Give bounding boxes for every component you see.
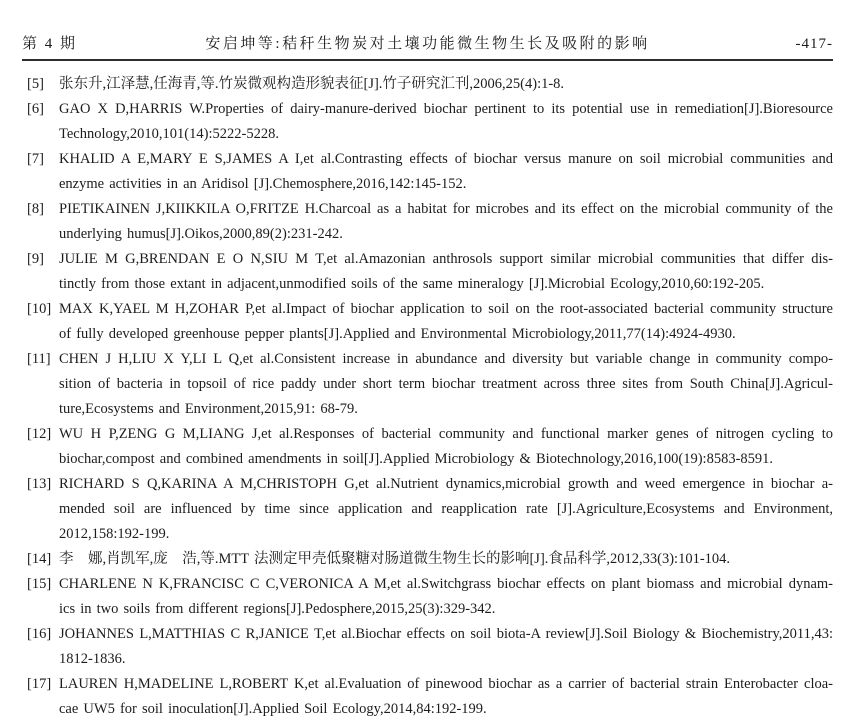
reference-line: 1812-1836. [59, 651, 126, 667]
reference-line: mended soil are influenced by time since application and reapplication rate [J].Agriculture,Ecosystems and Environment, [59, 501, 833, 517]
reference-line: 李 娜,肖凯军,庞 浩,等.MTT 法测定甲壳低聚糖对肠道微生物生长的影响[J].食品科学,2012,33(3):101-104. [59, 551, 731, 567]
reference-line: 2012,158:192-199. [59, 526, 170, 542]
reference-item [22, 672, 833, 722]
reference-line: 张东升,江泽慧,任海青,等.竹炭微观构造形貌表征[J].竹子研究汇刊,2006,25(4):1-8. [59, 76, 565, 92]
reference-line: PIETIKAINEN J,KIIKKILA O,FRITZE H.Charcoal as a habitat for microbes and its effect on the microbial community of the [59, 201, 833, 217]
reference-number: [17] [27, 676, 52, 692]
reference-text [59, 572, 833, 622]
reference-line: ture,Ecosystems and Environment,2015,91: 68-79. [59, 401, 358, 417]
reference-text [59, 147, 833, 197]
reference-text [59, 672, 833, 722]
reference-line: enzyme activities in an Aridisol [J].Chemosphere,2016,142:145-152. [59, 176, 467, 192]
reference-line: RICHARD S Q,KARINA A M,CHRISTOPH G,et al.Nutrient dynamics,microbial growth and weed emergence in biochar a- [59, 476, 833, 492]
reference-text [59, 72, 833, 97]
reference-text [59, 97, 833, 147]
reference-item [22, 197, 833, 247]
reference-number: [15] [27, 576, 52, 592]
reference-item [22, 622, 833, 672]
reference-text [59, 622, 833, 672]
reference-line: sition of bacteria in topsoil of rice paddy under short term biochar treatment across three sites from South China[J].Agricul- [59, 376, 833, 392]
reference-number: [16] [27, 626, 52, 642]
reference-item [22, 422, 833, 472]
reference-number: [14] [27, 551, 52, 567]
running-head [22, 0, 833, 53]
reference-text [59, 347, 833, 422]
header-rule [22, 59, 833, 61]
reference-number: [12] [27, 426, 52, 442]
reference-line: CHEN J H,LIU X Y,LI L Q,et al.Consistent increase in abundance and diversity but variable change in community compo- [59, 351, 833, 367]
references-list [22, 72, 833, 722]
reference-line: tinctly from those extant in adjacent,unmodified soils of the same mineralogy [J].Microbial Ecology,2010,60:192-205. [59, 276, 765, 292]
reference-line: biochar,compost and combined amendments in soil[J].Applied Microbiology & Biotechnology,2016,100(19):8583-8591. [59, 451, 774, 467]
reference-text [59, 422, 833, 472]
reference-number: [6] [27, 101, 44, 117]
reference-line: GAO X D,HARRIS W.Properties of dairy-manure-derived biochar pertinent to its potential use in remediation[J].Bioresource [59, 101, 833, 117]
reference-number: [7] [27, 151, 44, 167]
reference-item [22, 547, 833, 572]
page-number: -417- [795, 36, 833, 52]
reference-line: KHALID A E,MARY E S,JAMES A I,et al.Contrasting effects of biochar versus manure on soil microbial communities and [59, 151, 833, 167]
reference-line: underlying humus[J].Oikos,2000,89(2):231-242. [59, 226, 343, 242]
reference-text [59, 197, 833, 247]
reference-line: of fully developed greenhouse pepper plants[J].Applied and Environmental Microbiology,2011,77(14):4924-4930. [59, 326, 736, 342]
reference-line: ics in two soils from different regions[J].Pedosphere,2015,25(3):329-342. [59, 601, 496, 617]
issue-label: 第 4 期 [22, 36, 78, 52]
reference-item [22, 347, 833, 422]
reference-line: Technology,2010,101(14):5222-5228. [59, 126, 279, 142]
reference-line: JOHANNES L,MATTHIAS C R,JANICE T,et al.Biochar effects on soil biota-A review[J].Soil Biology & Biochemistry,2011,43: [59, 626, 833, 642]
reference-item [22, 72, 833, 97]
reference-text [59, 547, 833, 572]
reference-item [22, 247, 833, 297]
reference-text [59, 247, 833, 297]
reference-line: cae UW5 for soil inoculation[J].Applied Soil Ecology,2014,84:192-199. [59, 701, 487, 717]
reference-line: WU H P,ZENG G M,LIANG J,et al.Responses of bacterial community and functional marker genes of nitrogen cycling to [59, 426, 833, 442]
reference-text [59, 297, 833, 347]
running-title: 安启坤等:秸秆生物炭对土壤功能微生物生长及吸附的影响 [205, 36, 650, 52]
reference-item [22, 297, 833, 347]
reference-item [22, 472, 833, 547]
reference-number: [10] [27, 301, 52, 317]
reference-line: CHARLENE N K,FRANCISC C C,VERONICA A M,et al.Switchgrass biochar effects on plant biomass and microbial dynam- [59, 576, 833, 592]
reference-item [22, 572, 833, 622]
reference-number: [11] [27, 351, 51, 367]
reference-item [22, 147, 833, 197]
reference-number: [9] [27, 251, 44, 267]
reference-item [22, 97, 833, 147]
reference-line: MAX K,YAEL M H,ZOHAR P,et al.Impact of biochar application to soil on the root-associated bacterial community structure [59, 301, 833, 317]
reference-line: JULIE M G,BRENDAN E O N,SIU M T,et al.Amazonian anthrosols support similar microbial communities that differ dis- [59, 251, 833, 267]
reference-line: LAUREN H,MADELINE L,ROBERT K,et al.Evaluation of pinewood biochar as a carrier of bacterial strain Enterobacter cloa- [59, 676, 833, 692]
reference-text [59, 472, 833, 547]
reference-number: [8] [27, 201, 44, 217]
reference-number: [13] [27, 476, 52, 492]
reference-number: [5] [27, 76, 44, 92]
